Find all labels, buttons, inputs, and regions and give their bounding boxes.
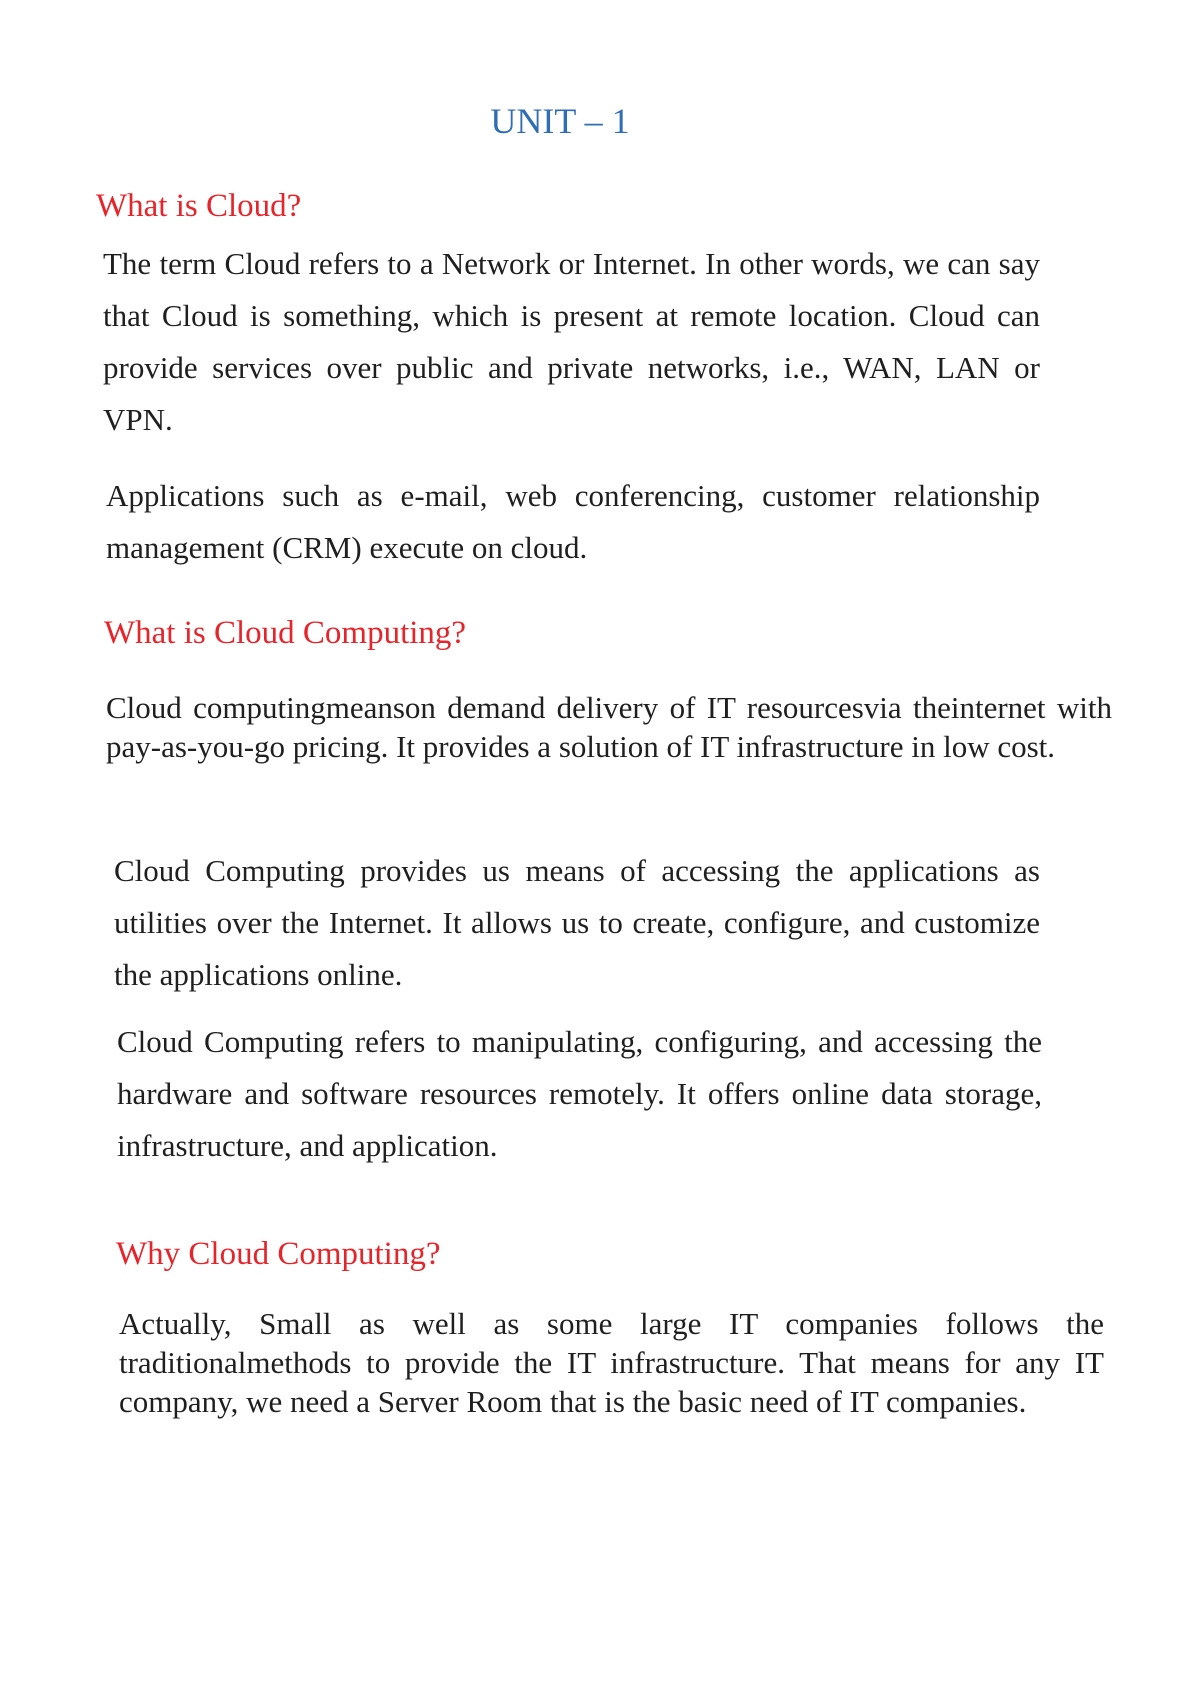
paragraph-cloud-computing-resources: Cloud Computing refers to manipulating, configuring, and accessing the hardware and software resources remotely. It offers online data storage, infrastructure, and application.: [117, 1024, 1042, 1163]
paragraph-why-cloud-computing: Actually, Small as well as some large IT companies follows the traditionalmethods to provide the IT infrastructure. That means for any IT company, we need a Server Room that is the basic need of IT companies.: [119, 1306, 1104, 1419]
paragraph-cloud-computing-utilities: Cloud Computing provides us means of accessing the applications as utilities over the Internet. It allows us to create, configure, and customize the applications online.: [114, 853, 1040, 992]
section-heading-why-cloud-computing: Why Cloud Computing?: [116, 1236, 441, 1272]
paragraph-cloud-definition: The term Cloud refers to a Network or Internet. In other words, we can say that Cloud is something, which is present at remote location. Cloud can provide services over public and private networks, i.e., WAN, LAN or VPN.: [103, 246, 1040, 437]
section-heading-what-is-cloud: What is Cloud?: [96, 188, 302, 224]
paragraph-cloud-applications: Applications such as e-mail, web conferencing, customer relationship management (CRM) execute on cloud.: [106, 478, 1040, 565]
paragraph-cloud-computing-definition: Cloud computingmeanson demand delivery of IT resourcesvia theinternet with pay-as-you-go pricing. It provides a solution of IT infrastructure in low cost.: [106, 690, 1112, 764]
section-heading-what-is-cloud-computing: What is Cloud Computing?: [104, 615, 467, 651]
unit-title: UNIT – 1: [490, 101, 630, 141]
